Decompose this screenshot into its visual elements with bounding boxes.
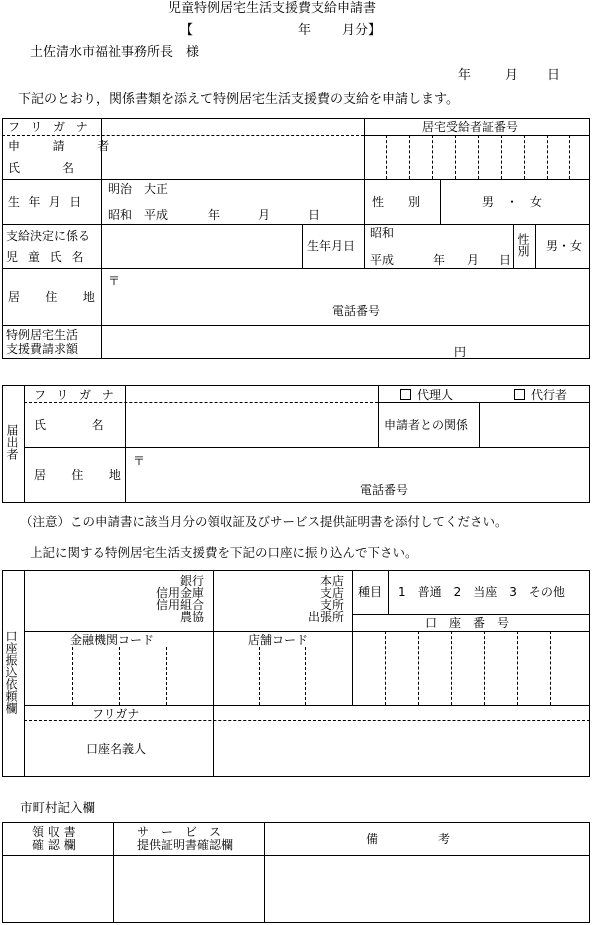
child-birth-label: 生年月日 [307,239,356,253]
attachment-note: （注意）この申請書に該当月分の領収証及びサービス提供証明書を添付してください。 [20,514,508,529]
notifier-furigana-label: フリガナ [34,388,125,402]
inst-type-nokyo: 農協 [180,610,205,624]
service-check-field[interactable] [114,856,264,922]
municipal-section-label: 市町村記入欄 [20,800,96,815]
branch-type-office: 支所 [320,598,345,612]
remarks-label: 備 考 [366,832,451,846]
inst-type-bank: 銀行 [180,574,205,588]
holder-furigana-label: フリガナ [92,707,140,721]
branch-type-sub: 出張所 [308,610,345,624]
furigana-label: フリガナ [8,120,99,134]
era-line-1: 明治 大正 [108,182,169,196]
receipt-check-field[interactable] [3,856,113,922]
notifier-postal-mark: 〒 [133,454,146,468]
postal-mark: 〒 [108,274,121,288]
phone-label: 電話番号 [332,304,381,318]
service-check-label-2: 提供証明書確認欄 [137,838,234,852]
branch-type-branch: 支店 [320,586,345,600]
child-sex-label: 性別 [516,233,530,257]
agent-option[interactable] [514,389,567,401]
inst-code-label: 金融機関コード [70,633,155,647]
branch-name-field[interactable] [215,572,305,630]
child-label-1: 支給決定に係る [6,229,91,243]
child-name-field[interactable] [102,225,302,268]
notifier-name-label: 氏 名 [34,418,111,432]
notifier-name-field[interactable] [126,403,378,447]
agent-checkbox[interactable] [514,389,525,400]
birth-year: 年 [208,208,221,222]
applicant-label-1: 申 請 者 [8,139,124,153]
proxy-option[interactable] [400,389,453,401]
claim-label-1: 特例居宅生活 [6,328,79,342]
sex-label: 性 別 [372,195,421,209]
child-birth-day: 日 [499,253,512,267]
notifier-side-label: 届出者 [5,424,19,460]
relation-label: 申請者との関係 [384,418,469,432]
inst-type-shinkumi: 信用組合 [156,598,205,612]
inst-name-field[interactable] [26,572,152,630]
intro-text: 下記のとおり，関係書類を添えて特例居宅生活支援費の支給を申請します。 [18,92,459,107]
period-open-bracket: 【 [180,23,194,38]
bank-side-label: 口座振込依頼欄 [4,630,18,714]
era-line-2: 昭和 平成 [108,208,169,222]
proxy-label: 代理人 [417,388,454,402]
date-day: 日 [547,68,561,83]
birth-month: 月 [258,208,271,222]
agent-label: 代行者 [531,388,568,402]
holder-name-field[interactable] [215,722,588,776]
notifier-address-field[interactable] [145,449,588,479]
cert-no-label: 居宅受給者証番号 [422,120,519,134]
child-sex-options[interactable]: 男・女 [546,239,583,253]
birth-day: 日 [308,208,321,222]
applicant-furigana-field[interactable] [102,119,364,135]
relation-field[interactable] [480,403,589,447]
child-birth-month: 月 [467,253,480,267]
transfer-instruction: 上記に関する特例居宅生活支援費を下記の口座に振り込んで下さい。 [30,545,418,560]
applicant-label-2: 氏 名 [8,161,81,175]
child-era-2: 平成 [370,253,395,267]
claim-label-2: 支援費請求額 [6,342,79,356]
remarks-field[interactable] [265,856,589,922]
branch-code-label: 店舗コード [248,633,309,647]
yen-unit: 円 [454,345,467,359]
claim-amount-field[interactable] [102,326,452,358]
notifier-furigana-field[interactable] [126,386,378,402]
account-number-label: 口 座 番 号 [425,616,510,630]
service-check-label-1: サ ー ビ ス [137,825,222,839]
birth-label: 生年月日 [8,195,90,209]
addressee: 土佐清水市福祉事務所長 様 [30,45,200,60]
period-month: 月分】 [342,23,382,38]
notifier-phone-label: 電話番号 [360,483,409,497]
child-era-1: 昭和 [370,226,395,240]
inst-type-shinkin: 信用金庫 [156,586,205,600]
applicant-name-field[interactable] [102,136,364,179]
child-label-2: 児 童 氏 名 [6,250,87,264]
proxy-checkbox[interactable] [400,389,411,400]
account-type-options[interactable]: 1 普通 2 当座 3 その他 [398,585,565,599]
sex-options[interactable]: 男 ・ 女 [482,195,543,209]
date-month: 月 [505,68,519,83]
receipt-check-label-2: 確 認 欄 [32,838,76,852]
notifier-address-label: 居 住 地 [34,468,132,482]
date-year: 年 [458,68,472,83]
receipt-check-label-1: 領 収 書 [32,825,76,839]
address-field[interactable] [120,270,588,300]
holder-label: 口座名義人 [86,742,147,756]
branch-type-main: 本店 [320,574,345,588]
document-title: 児童特例居宅生活支援費支給申請書 [168,1,377,16]
period-year: 年 [298,23,312,38]
child-birth-year: 年 [433,253,446,267]
account-type-label: 種目 [358,585,383,599]
address-label: 居 住 地 [8,290,106,304]
